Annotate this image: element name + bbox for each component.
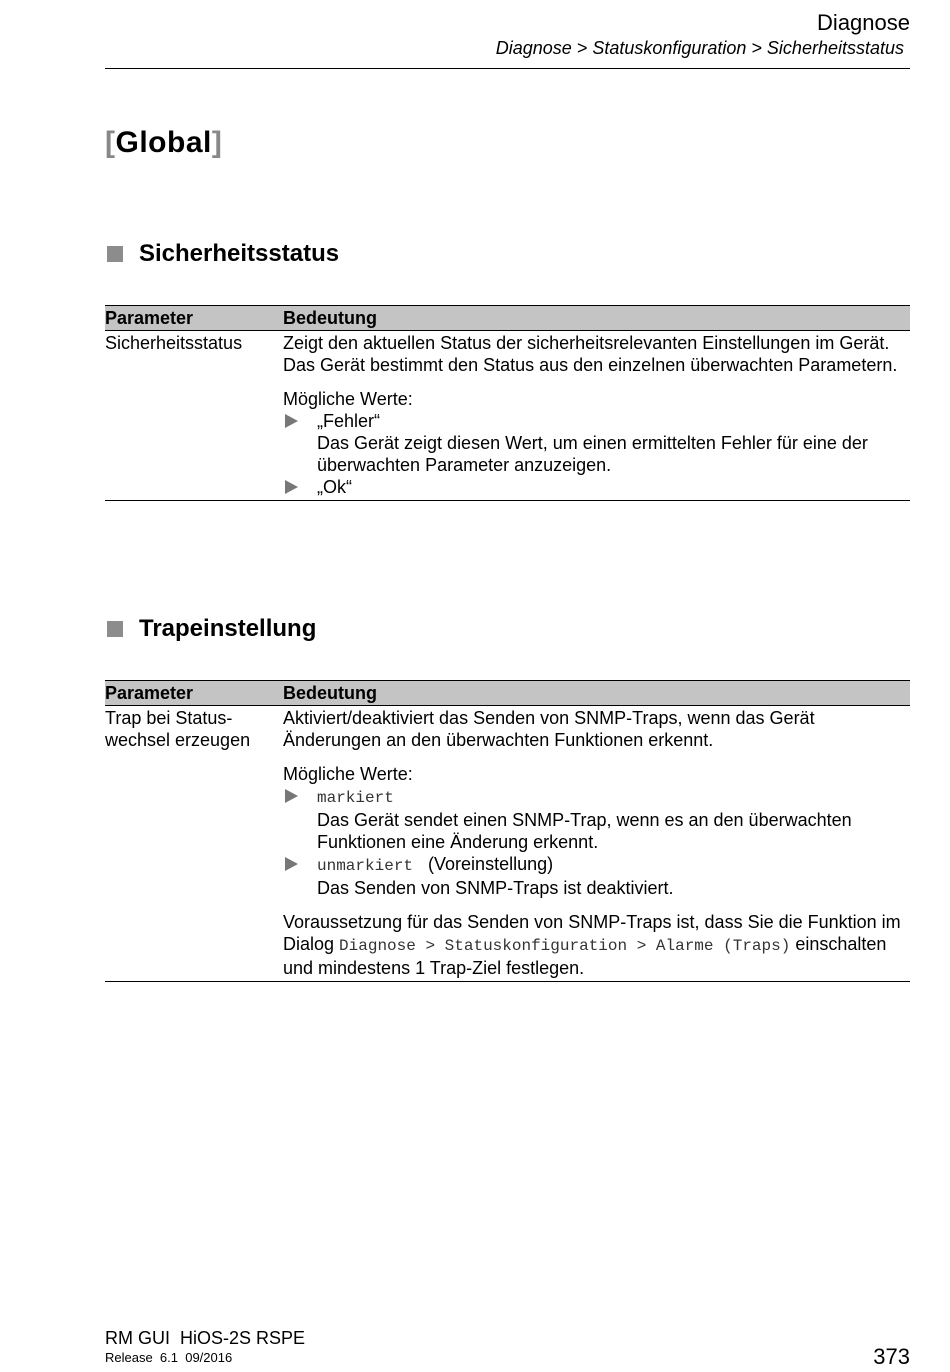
- value-description: Das Senden von SNMP-Traps ist deaktiviert.: [317, 878, 674, 898]
- parameter-meaning: [283, 706, 910, 982]
- value-description: Das Gerät zeigt diesen Wert, um einen ermittelten Fehler für eine der überwachten Parameter anzuzeigen.: [317, 433, 868, 475]
- list-item: [283, 785, 910, 853]
- prerequisite-note: [283, 911, 910, 979]
- bracket-close: ]: [211, 126, 223, 159]
- value-name: „Ok“: [317, 477, 352, 497]
- value-name: unmarkiert: [317, 857, 414, 875]
- footer-release: Release 6.1 09/2016: [105, 1350, 233, 1365]
- possible-values-label: Mögliche Werte:: [283, 389, 413, 409]
- header-title: Diagnose: [817, 10, 910, 35]
- column-header-parameter: Parameter: [105, 681, 283, 706]
- description: Zeigt den aktuellen Status der sicherheitsrelevanten Einstellungen im Gerät. Das Gerät bestimmt den Status aus den einzelnen überwachten Parametern.: [283, 333, 898, 375]
- section-title: Trapeinstellung: [139, 615, 317, 642]
- section-heading-sicherheitsstatus: [107, 240, 339, 268]
- breadcrumb: Diagnose > Statuskonfiguration > Sicherheitsstatus: [495, 38, 904, 58]
- column-header-meaning: Bedeutung: [283, 306, 910, 331]
- description: Aktiviert/deaktiviert das Senden von SNMP-Traps, wenn das Gerät Änderungen an den überwachten Funktionen erkennt.: [283, 708, 815, 750]
- triangle-bullet-icon: [283, 410, 317, 476]
- page-heading: [105, 126, 222, 160]
- parameter-name: Sicherheitsstatus: [105, 331, 283, 501]
- triangle-bullet-icon: [283, 853, 317, 899]
- list-item: [283, 476, 910, 498]
- section-title: Sicherheitsstatus: [139, 240, 340, 267]
- footer-product: RM GUI HiOS-2S RSPE: [105, 1328, 306, 1348]
- triangle-bullet-icon: [283, 476, 317, 498]
- page-heading-text: Global: [115, 126, 212, 159]
- column-header-meaning: Bedeutung: [283, 681, 910, 706]
- section-heading-trapeinstellung: [107, 615, 316, 643]
- prerequisite-text: einschalten und mindestens 1 Trap-Ziel festlegen.: [283, 934, 887, 978]
- parameter-name-line: wechsel erzeugen: [105, 730, 251, 750]
- list-item: [283, 853, 910, 899]
- table-header-row: [105, 306, 910, 331]
- parameter-name-line: Trap bei Status-: [105, 708, 233, 728]
- column-header-parameter: Parameter: [105, 306, 283, 331]
- square-bullet-icon: [107, 246, 123, 262]
- value-name: markiert: [317, 789, 394, 807]
- dialog-path: Diagnose > Statuskonfiguration > Alarme (Traps): [339, 937, 791, 955]
- parameter-table-trapeinstellung: [105, 680, 910, 982]
- table-header-row: [105, 681, 910, 706]
- default-note: (Voreinstellung): [428, 854, 554, 874]
- value-description: Das Gerät sendet einen SNMP-Trap, wenn es an den überwachten Funktionen eine Änderung erkennt.: [317, 810, 852, 852]
- header-divider: [105, 68, 910, 69]
- page-number: 373: [873, 1344, 910, 1369]
- list-item: [283, 410, 910, 476]
- table-row: [105, 706, 910, 982]
- parameter-name: [105, 706, 283, 982]
- possible-values-label: Mögliche Werte:: [283, 764, 413, 784]
- value-name: „Fehler“: [317, 411, 381, 431]
- square-bullet-icon: [107, 621, 123, 637]
- parameter-table-sicherheitsstatus: [105, 305, 910, 501]
- prerequisite-text: Voraussetzung für das Senden von SNMP-Traps ist, dass Sie die Funktion im Dialog: [283, 912, 901, 954]
- parameter-meaning: [283, 331, 910, 501]
- table-row: [105, 331, 910, 501]
- bracket-open: [: [105, 126, 116, 159]
- triangle-bullet-icon: [283, 785, 317, 853]
